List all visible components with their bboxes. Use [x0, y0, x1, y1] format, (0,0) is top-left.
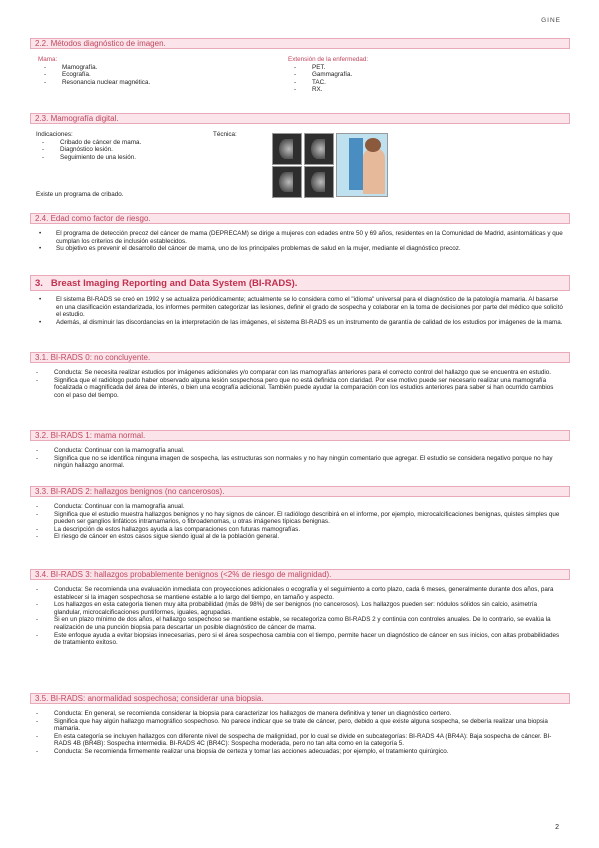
breast-methods: [38, 56, 258, 94]
list-item: - Conducta: En general, se recomienda considerar la biopsia para caracterizar los hallazgos de manera definitiva y tener un diagnóstico certero.: [54, 710, 564, 718]
list-item: - Significa que el radiólogo pudo haber observado alguna lesión sospechosa pero que no está definida con claridad. Por ese motivo puede ser necesario realizar una mamografía focalizada o magnificada del área de interés, o bien una ecografía adicional. También puede ayudar la comparación con los estudios anteriores para saber si han ocurrido cambios con el paso del tiempo.: [54, 377, 564, 400]
list-item: - Significa que el estudio muestra hallazgos benignos y no hay signos de cáncer. El radiólogo describirá en el informe, por ejemplo, microcalcificaciones benignas, quistes simples que pueden ser ganglios linfáticos intramamarios, o fibroadenomas, u otras imágenes típicas benignas.: [54, 511, 564, 526]
list-item: - Seguimiento de una lesión.: [60, 154, 236, 162]
header-label: GINE: [541, 17, 561, 24]
list-item: - El riesgo de cáncer en estos casos sigue siendo igual al de la población general.: [54, 533, 564, 541]
section-2-4: [30, 213, 570, 253]
mammogram-image: [272, 133, 302, 165]
mammogram-image: [304, 133, 334, 165]
section-title: 3.3. BI-RADS 2: hallazgos benignos (no cancerosos).: [30, 486, 570, 497]
list-item: - Conducta: Continuar con la mamografía anual.: [54, 503, 564, 511]
mammography-photo: [336, 133, 388, 197]
section-3-2: [30, 430, 570, 470]
list-item: • El sistema BI-RADS se creó en 1992 y se actualiza periódicamente; actualmente se lo considera como el "idioma" universal para el diagnóstico de la patología mamaria. Al basarse en una clasificación estandarizada, los informes permiten categorizar las lesiones, definir el grado de sospecha y colaborar en la toma de decisiones por parte del médico que solicitó el estudio.: [56, 296, 566, 319]
section-3-3: [30, 486, 570, 541]
list-item: - Significa que no se identifica ninguna imagen de sospecha, las estructuras son normales y no hay ningún comentario que agregar. El estudio se considera negativo porque no hay ningún hallazgo anormal.: [54, 455, 564, 470]
list-item: - En esta categoría se incluyen hallazgos con diferente nivel de sospecha de malignidad, por lo cual se divide en subcategorías: BI-RADS 4A (BR4A): Baja sospecha de cáncer. BI-RADS 4B (BR4B): Sospecha intermedia. BI-RADS 4C (BR4C): Sospecha moderada, pero no tan alta como en la categoría 5.: [54, 733, 564, 748]
list-item: - Mamografía.: [62, 64, 258, 72]
list-item: • El programa de detección precoz del cáncer de mama (DEPRECAM) se dirige a mujeres con edades entre 50 y 69 años, residentes en la Comunidad de Madrid, asintomáticas y que cumplan los criterios de inclusión establecidos.: [56, 230, 566, 245]
indications: [36, 131, 236, 161]
section-title: 3.5. BI-RADS: anormalidad sospechosa; considerar una biopsia.: [30, 693, 570, 704]
section-title: 3.1. BI-RADS 0: no concluyente.: [30, 352, 570, 363]
list-item: • Su objetivo es prevenir el desarrollo del cáncer de mama, uno de los principales problemas de salud en la mujer, mediante el diagnóstico precoz.: [56, 245, 566, 253]
list-item: - PET.: [312, 64, 508, 72]
list-item: - Resonancia nuclear magnética.: [62, 79, 258, 87]
mammogram-image: [304, 166, 334, 198]
list-item: - La descripción de estos hallazgos ayuda a las comparaciones con futuras mamografías.: [54, 526, 564, 534]
list-item: - Conducta: Se recomienda una evaluación inmediata con proyecciones adicionales o ecografía y el seguimiento a corto plazo, cada 6 meses, generalmente durante dos años, para establecer si la imagen sospechosa se mantiene estable a lo largo del tiempo, en tamaño y aspecto.: [54, 586, 564, 601]
list-item: - Ecografía.: [62, 71, 258, 79]
list-item: • Además, al disminuir las discordancias en la interpretación de las imágenes, el sistema BI-RADS es un instrumento de garantía de calidad de los estudios por imágenes de la mama.: [56, 319, 566, 327]
breast-title: Mama:: [38, 56, 58, 63]
list-item: - Cribado de cáncer de mama.: [60, 139, 236, 147]
list-item: - Los hallazgos en esta categoría tienen muy alta probabilidad (más de 98%) de ser benignos (no cancerosos). Los hallazgos pueden ser: nódulos sólidos sin calcio, asimetría glandular, microcalcificaciones puntiformes, iguales, agrupadas.: [54, 601, 564, 616]
section-title: 3.4. BI-RADS 3: hallazgos probablemente benignos (<2% de riesgo de malignidad).: [30, 569, 570, 580]
section-title-text: Breast Imaging Reporting and Data System (BI-RADS).: [50, 278, 298, 289]
screening-note: Existe un programa de cribado.: [36, 191, 124, 198]
section-title: 2.2. Métodos diagnóstico de imagen.: [30, 38, 570, 49]
section-title: 3.2. BI-RADS 1: mama normal.: [30, 430, 570, 441]
list-item: - Conducta: Se necesita realizar estudios por imágenes adicionales y/o comparar con las mamografías anteriores para el correcto control del hallazgo que se encuentra en estudio.: [54, 369, 564, 377]
list-item: - Conducta: Continuar con la mamografía anual.: [54, 447, 564, 455]
list-item: - TAC.: [312, 79, 508, 87]
list-item: - Si en un plazo mínimo de dos años, el hallazgo sospechoso se mantiene estable, se recategoriza como BI-RADS 2 y continúa con controles anuales. De lo contrario, se evalúa la realización de una punción biopsia para descartar un posible diagnóstico de cáncer de mama.: [54, 616, 564, 631]
section-title: 2.3. Mamografía digital.: [30, 113, 570, 124]
section-2-2: [30, 38, 570, 94]
section-2-3: [30, 113, 570, 198]
section-3-1: [30, 352, 570, 399]
list-item: - Conducta: Se recomienda firmemente realizar una biopsia de certeza y tomar las acciones adecuadas; por ejemplo, el tratamiento quirúrgico.: [54, 748, 564, 756]
indications-title: Indicaciones:: [36, 131, 73, 138]
page-number: 2: [555, 824, 559, 831]
list-item: - Gammagrafía.: [312, 71, 508, 79]
list-item: - Diagnóstico lesión.: [60, 146, 236, 154]
extension-title: Extensión de la enfermedad:: [288, 56, 369, 63]
section-3-4: [30, 569, 570, 647]
extension-methods: [288, 56, 508, 94]
list-item: - RX.: [312, 86, 508, 94]
list-item: - Este enfoque ayuda a evitar biopsias innecesarias, pero si el área sospechosa cambia con el tiempo, permite hacer un diagnóstico de cáncer en sus inicios, con altas probabilidades de tratamiento exitoso.: [54, 632, 564, 647]
mammogram-image: [272, 166, 302, 198]
section-3-5: [30, 693, 570, 756]
section-number: 3.: [35, 278, 43, 289]
section-title: [30, 275, 570, 291]
list-item: - Significa que hay algún hallazgo mamográfico sospechoso. No parece indicar que se trate de cáncer, pero, debido a que existe alguna sospecha, se debería realizar una biopsia mamaria.: [54, 718, 564, 733]
technique-label: Técnica:: [213, 131, 237, 138]
section-3: [30, 275, 570, 326]
section-title: 2.4. Edad como factor de riesgo.: [30, 213, 570, 224]
